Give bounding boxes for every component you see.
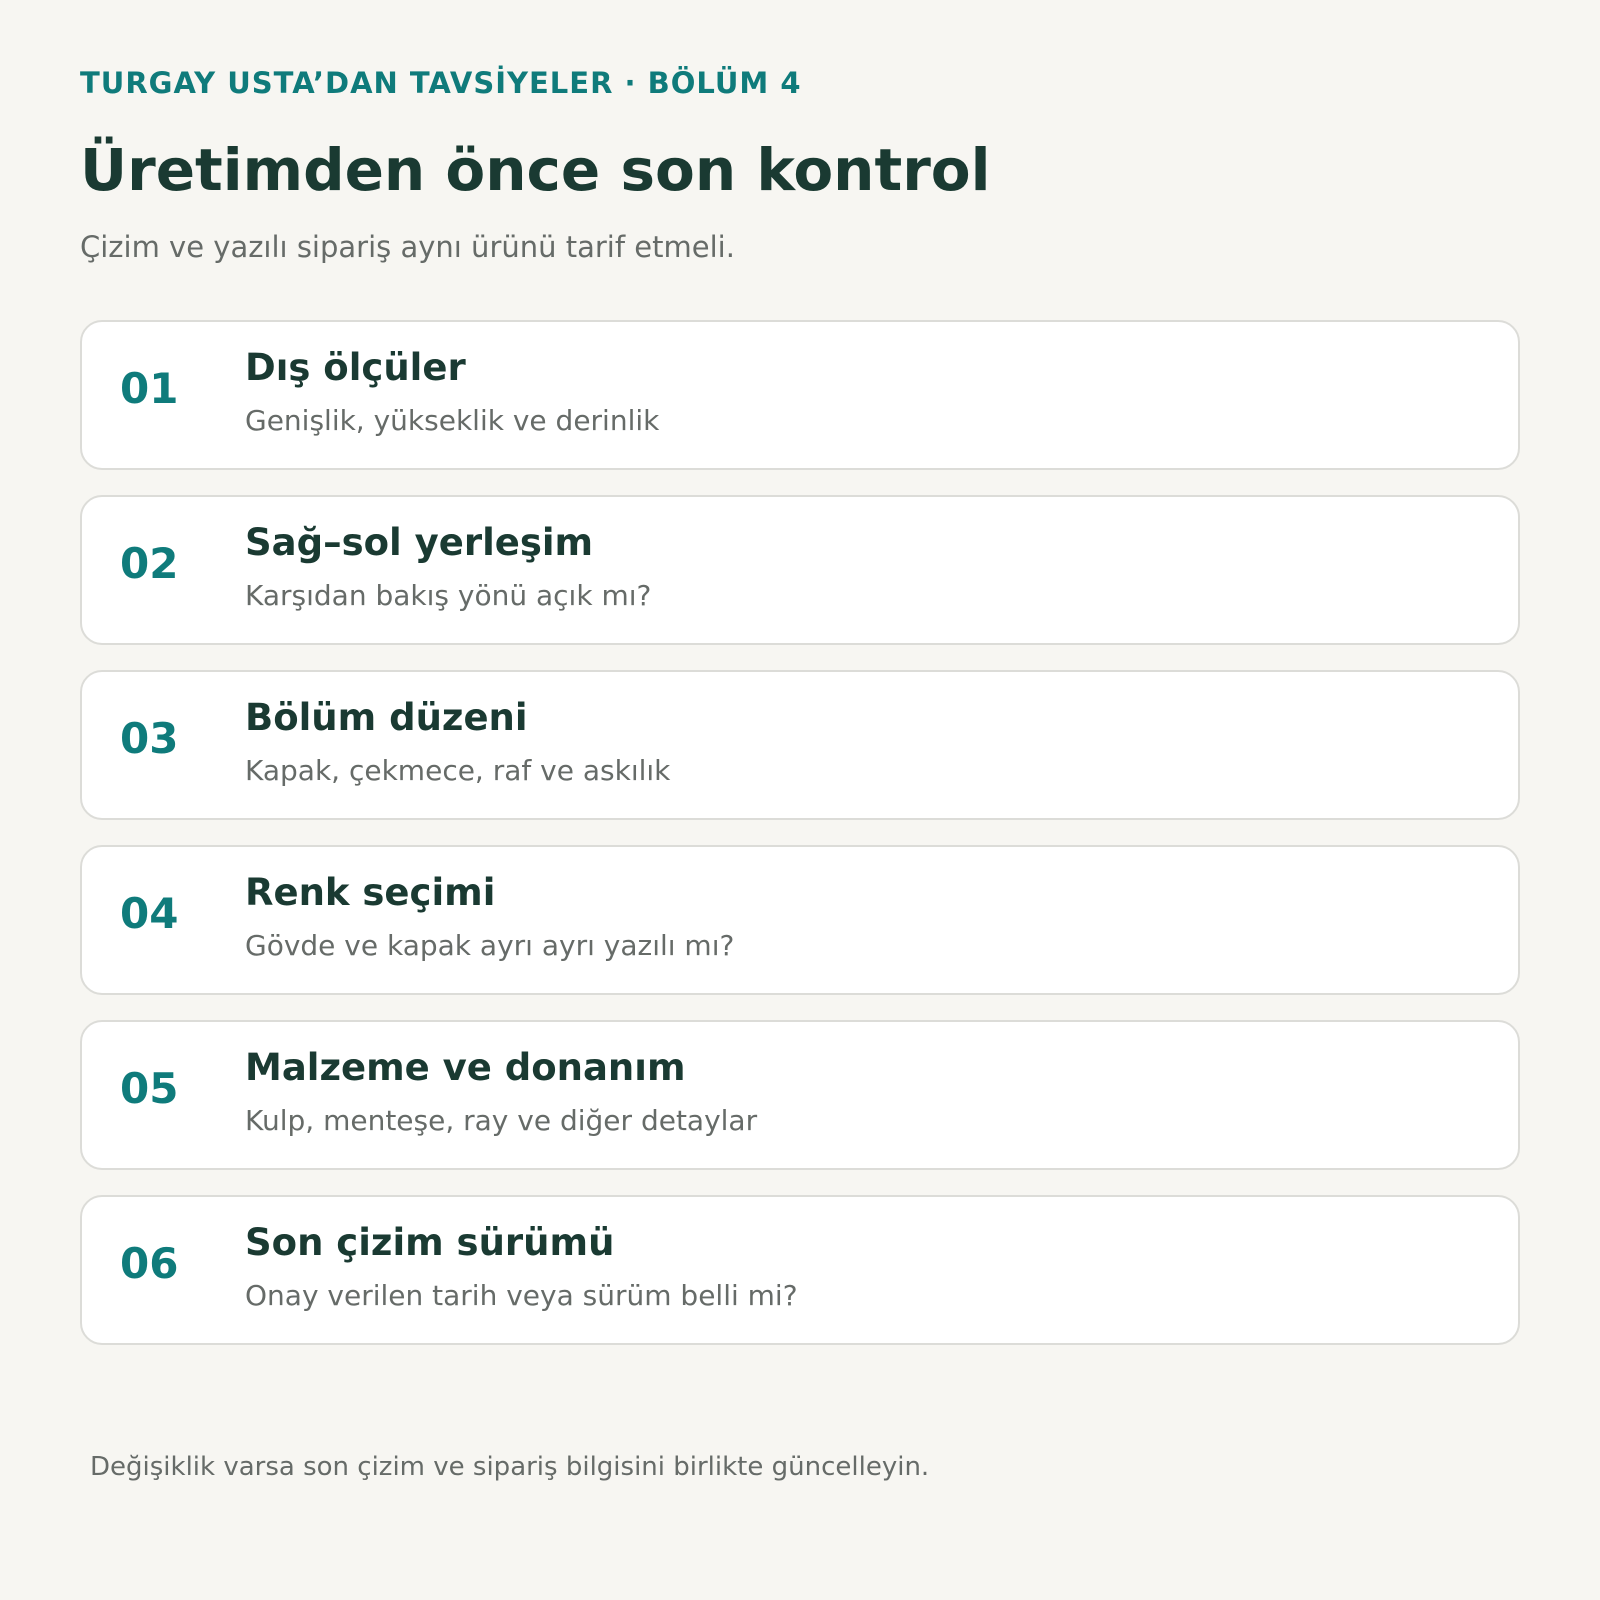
item-description: Kulp, menteşe, ray ve diğer detaylar (245, 1104, 758, 1137)
item-description: Genişlik, yükseklik ve derinlik (245, 404, 660, 437)
item-number: 05 (120, 1064, 179, 1113)
item-number: 02 (120, 539, 179, 588)
item-number: 04 (120, 889, 179, 938)
footer-note: Değişiklik varsa son çizim ve sipariş bilgisini birlikte güncelleyin. (90, 1452, 930, 1482)
item-title: Bölüm düzeni (245, 696, 528, 739)
item-number: 01 (120, 364, 179, 413)
checklist-item-orientation (80, 495, 1520, 645)
page-title: Üretimden önce son kontrol (80, 136, 991, 204)
item-number: 06 (120, 1239, 179, 1288)
checklist-item-color (80, 845, 1520, 995)
item-title: Malzeme ve donanım (245, 1046, 686, 1089)
item-title: Sağ–sol yerleşim (245, 521, 594, 564)
series-label: TURGAY USTA’DAN TAVSİYELER · BÖLÜM 4 (80, 66, 802, 100)
checklist-item-dimensions (80, 320, 1520, 470)
item-title: Renk seçimi (245, 871, 496, 914)
item-title: Dış ölçüler (245, 346, 466, 389)
item-number: 03 (120, 714, 179, 763)
checklist (80, 320, 1520, 1370)
item-title: Son çizim sürümü (245, 1221, 615, 1264)
checklist-item-materials (80, 1020, 1520, 1170)
item-description: Karşıdan bakış yönü açık mı? (245, 579, 652, 612)
item-description: Onay verilen tarih veya sürüm belli mi? (245, 1279, 798, 1312)
checklist-item-version (80, 1195, 1520, 1345)
page-subtitle: Çizim ve yazılı sipariş aynı ürünü tarif etmeli. (80, 230, 735, 264)
checklist-item-layout (80, 670, 1520, 820)
item-description: Gövde ve kapak ayrı ayrı yazılı mı? (245, 929, 735, 962)
item-description: Kapak, çekmece, raf ve askılık (245, 754, 671, 787)
